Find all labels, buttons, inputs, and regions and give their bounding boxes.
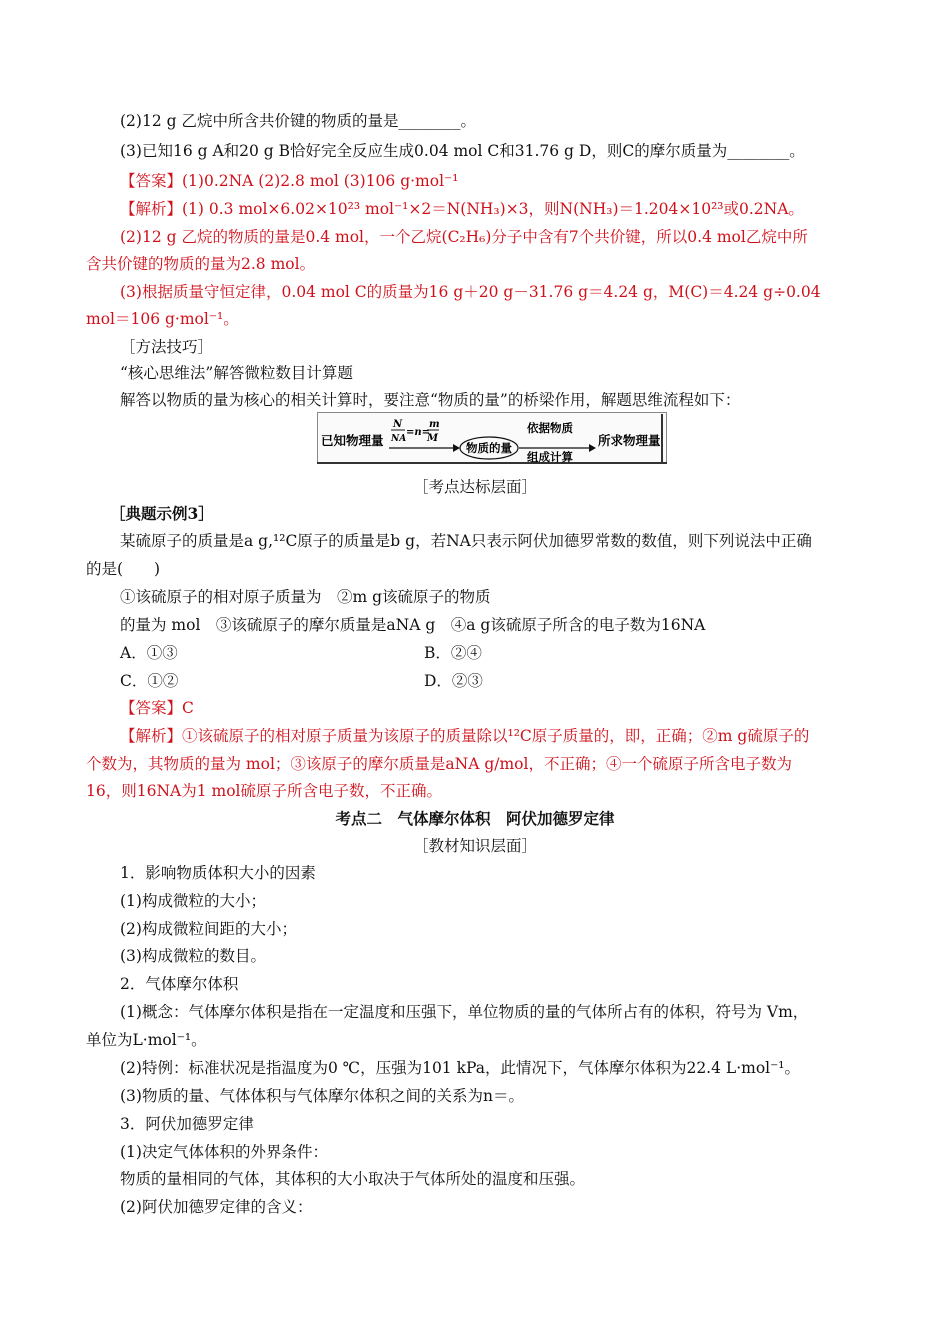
- example-question-2: 的是( ): [86, 560, 161, 578]
- core-method-desc: 解答以物质的量为核心的相关计算时，要注意“物质的量”的桥梁作用，解题思维流程如下：: [120, 391, 741, 409]
- method-heading: ［方法技巧］: [120, 338, 214, 356]
- flow-known-label: 已知物理量: [321, 433, 384, 448]
- level-heading-1: ［考点达标层面］: [412, 478, 537, 496]
- example-statement-2: 的量为 mol ③该硫原子的摩尔质量是aNA g ④a g该硫原子所含的电子数为16NA: [120, 616, 706, 634]
- flow-target-label: 所求物理量: [598, 433, 661, 448]
- point-2a-2: 单位为L·mol⁻¹。: [86, 1031, 207, 1049]
- explanation-1: 【解析】(1) 0.3 mol×6.02×10²³ mol⁻¹×2＝N(NH₃)×3，则N(NH₃)＝1.204×10²³或0.2NA。: [120, 200, 804, 218]
- option-a: A．①③: [120, 644, 178, 662]
- explanation-4b: 个数为，其物质的量为 mol；③该原子的摩尔质量是aNA g/mol，不正确；④一个硫原子所含电子数为: [86, 755, 792, 773]
- point-3a: (1)决定气体体积的外界条件：: [120, 1143, 328, 1161]
- explanation-3b: mol＝106 g·mol⁻¹。: [86, 310, 239, 328]
- flow-formula-na: NA: [391, 434, 407, 444]
- example-statement-1: ①该硫原子的相对原子质量为 ②m g该硫原子的物质: [120, 588, 491, 606]
- core-method-title: “核心思维法”解答微粒数目计算题: [120, 364, 353, 382]
- explanation-2a: (2)12 g 乙烷的物质的量是0.4 mol，一个乙烷(C₂H₆)分子中含有7个共价键，所以0.4 mol乙烷中所: [120, 228, 808, 246]
- option-b: B．②④: [424, 644, 482, 662]
- point-1b: (2)构成微粒间距的大小；: [120, 920, 297, 938]
- point-2c: (3)物质的量、气体体积与气体摩尔体积之间的关系为n＝。: [120, 1087, 524, 1105]
- flow-lower-label: 组成计算: [527, 450, 573, 464]
- example-question-1: 某硫原子的质量是a g,¹²C原子的质量是b g，若NA只表示阿伏加德罗常数的数值，则下列说法中正确: [120, 532, 812, 550]
- question-2: (2)12 g 乙烷中所含共价键的物质的量是________。: [120, 112, 476, 130]
- point-1c: (3)构成微粒的数目。: [120, 947, 266, 965]
- flow-formula-eq: =n=: [406, 427, 431, 438]
- flow-upper-label: 依据物质: [527, 421, 573, 435]
- point-2b: (2)特例：标准状况是指温度为0 ℃，压强为101 kPa，此情况下，气体摩尔体积为22.4 L·mol⁻¹。: [120, 1059, 801, 1077]
- question-3: (3)已知16 g A和20 g B恰好完全反应生成0.04 mol C和31.76 g D，则C的摩尔质量为________。: [120, 142, 805, 160]
- explanation-4a: 【解析】①该硫原子的相对原子质量为该原子的质量除以¹²C原子质量的，即，正确；②m g硫原子的: [120, 727, 810, 745]
- level-heading-2: ［教材知识层面］: [412, 837, 537, 855]
- explanation-2b: 含共价键的物质的量为2.8 mol。: [86, 255, 316, 273]
- example-title: ［典题示例3］: [110, 504, 214, 523]
- flow-formula-m: m: [429, 419, 440, 430]
- point-3: 3．阿伏加德罗定律: [120, 1115, 254, 1133]
- point-3c: (2)阿伏加德罗定律的含义：: [120, 1198, 313, 1216]
- section-heading: 考点二 气体摩尔体积 阿伏加德罗定律: [335, 809, 615, 828]
- explanation-4c: 16，则16NA为1 mol硫原子所含电子数，不正确。: [86, 782, 442, 800]
- flow-center-label: 物质的量: [466, 441, 512, 455]
- option-d: D．②③: [424, 672, 483, 690]
- point-1: 1．影响物质体积大小的因素: [120, 864, 316, 882]
- flow-formula-n: N: [393, 419, 403, 430]
- answer-1: 【答案】(1)0.2NA (2)2.8 mol (3)106 g·mol⁻¹: [120, 172, 459, 190]
- point-2: 2．气体摩尔体积: [120, 975, 239, 993]
- thinking-flow-diagram: [317, 412, 667, 464]
- point-3b: 物质的量相同的气体，其体积的大小取决于气体所处的温度和压强。: [120, 1170, 586, 1188]
- option-c: C．①②: [120, 672, 179, 690]
- answer-2: 【答案】C: [120, 699, 194, 717]
- flow-formula-mm: M: [427, 433, 439, 444]
- explanation-3a: (3)根据质量守恒定律，0.04 mol C的质量为16 g＋20 g－31.76 g＝4.24 g，M(C)＝4.24 g÷0.04: [120, 283, 821, 301]
- point-1a: (1)构成微粒的大小；: [120, 892, 266, 910]
- point-2a-1: (1)概念：气体摩尔体积是指在一定温度和压强下，单位物质的量的气体所占有的体积，符号为 Vm，: [120, 1003, 809, 1021]
